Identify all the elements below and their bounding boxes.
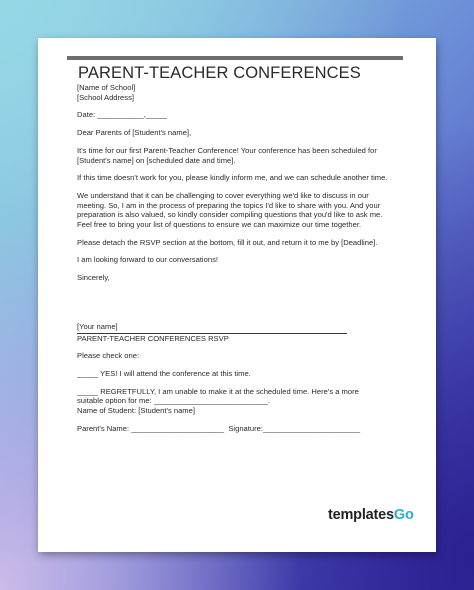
rsvp-option-yes: _____ YES! I will attend the conference at this time. (77, 368, 251, 378)
school-address: [School Address] (77, 92, 134, 102)
closing: Sincerely, (77, 273, 110, 283)
page-title: PARENT-TEACHER CONFERENCES (78, 64, 361, 82)
rsvp-option-regret: _____ REGRETFULLY, I am unable to make it at the scheduled time. Here's a more suitable option for me: ___________________________. (77, 386, 359, 406)
rsvp-title: PARENT-TEACHER CONFERENCES RSVP (77, 333, 229, 343)
document-page (38, 38, 436, 552)
paragraph-closing-note: I am looking forward to our conversations! (77, 255, 218, 265)
student-name-line: Name of Student: [Student's name] (77, 406, 195, 416)
parent-signature-line: Parent's Name: ______________________ Signature:_______________________ (77, 423, 361, 433)
logo-accent-text: Go (393, 507, 414, 523)
school-name: [Name of School] (77, 83, 136, 92)
please-check: Please check one: (77, 351, 140, 361)
greeting: Dear Parents of [Student's name], (77, 128, 192, 138)
paragraph-reschedule: If this time doesn't work for you, please kindly inform me, and we can schedule another time. (77, 173, 388, 183)
logo-text: templates (328, 507, 394, 523)
paragraph-rsvp-instructions: Please detach the RSVP section at the bottom, fill it out, and return it to me by [Deadline]. (77, 237, 378, 247)
date-line: Date: ___________,_____ (77, 110, 167, 120)
header-rule (67, 56, 403, 60)
letter-body (77, 63, 403, 433)
paragraph-preparation: We understand that it can be challenging to cover everything we'd like to discuss in our meeting. So, I am in the process of preparing the topics I'd like to share with you. And your preparation is also valued, so kindly consider compiling questions that you'd like to ask me. Feel free to bring your list of questions to ensure we can maximize our time together. (77, 190, 383, 230)
signer-name: [Your name] (77, 321, 118, 331)
templatesgo-logo (328, 507, 414, 523)
paragraph-schedule: It's time for our first Parent-Teacher Conference! Your conference has been scheduled for [Student's name] on [scheduled date and time]. (77, 145, 377, 165)
